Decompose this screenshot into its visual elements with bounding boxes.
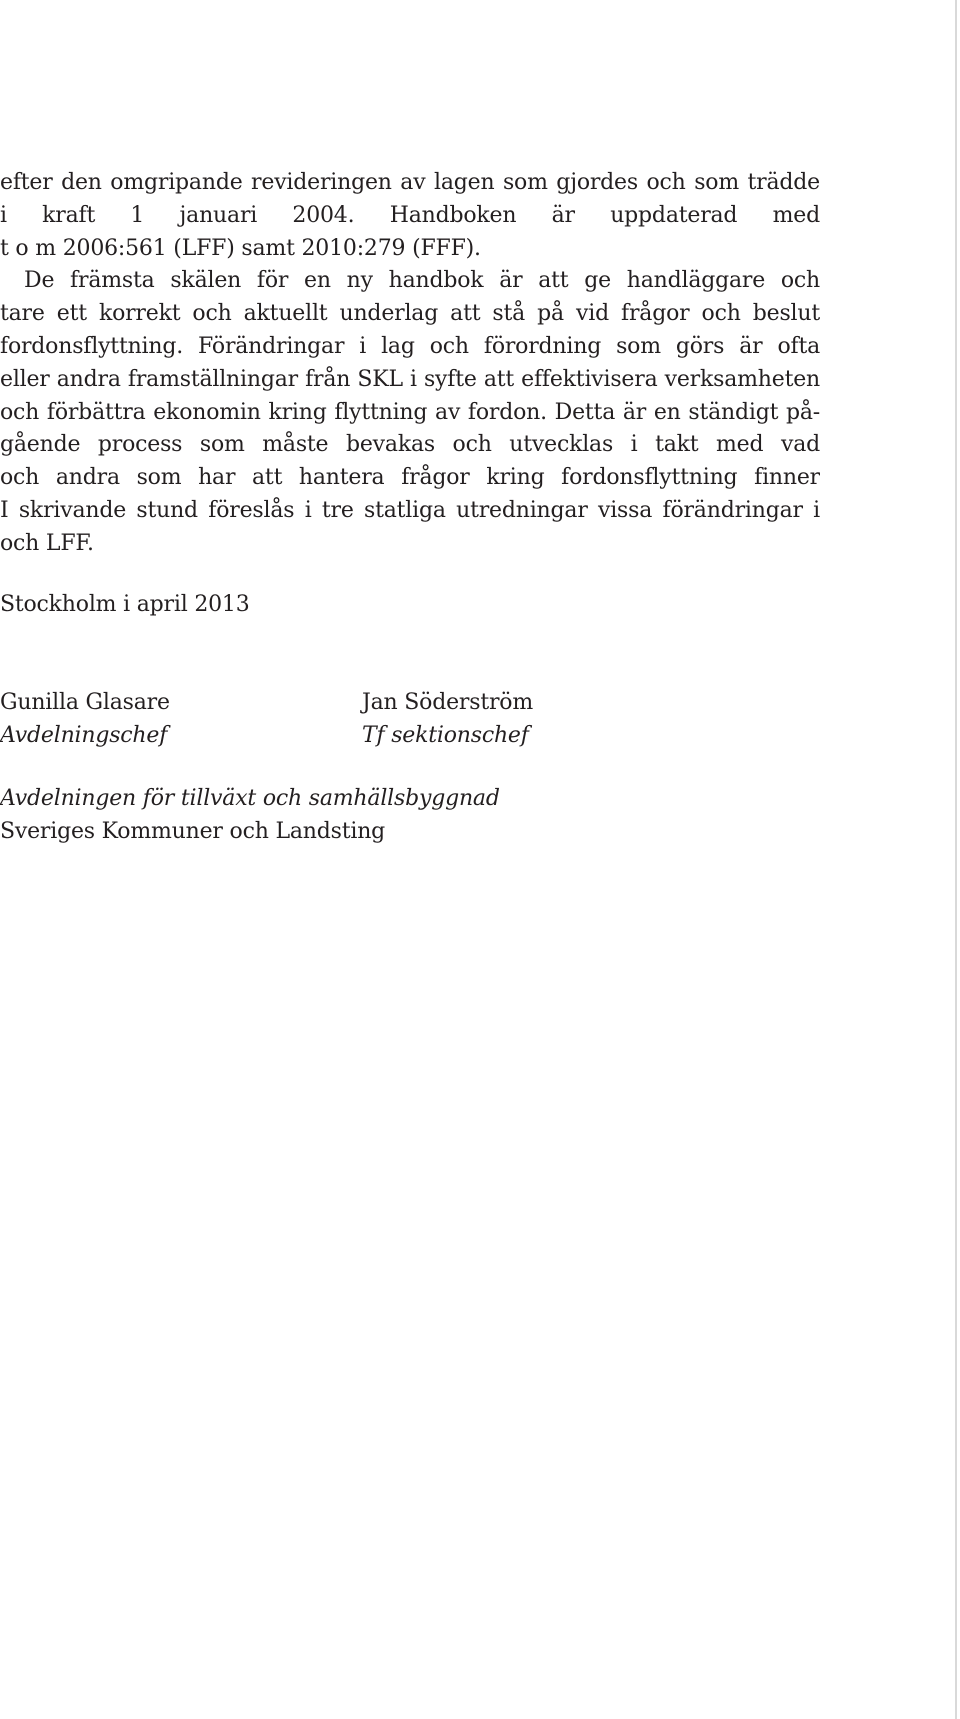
body-line: De främsta skälen för en ny handbok är att ge handläggare och [24,268,820,293]
body-line: I skrivande stund föreslås i tre statliga utredningar vissa förändringar i [0,498,820,523]
body-line: eller andra framställningar från SKL i syfte att effektivisera verksamheten [0,367,820,392]
body-line: efter den omgripande revideringen av lagen som gjordes och som trädde [0,170,820,195]
signatory-title: Avdelningschef [0,723,168,748]
signatory-name: Gunilla Glasare [0,690,170,715]
signatory-title: Tf sektionschef [362,723,529,748]
page-edge-rule [955,0,957,1719]
body-line: fordonsflyttning. Förändringar i lag och förordning som görs är ofta [0,334,820,359]
department-name: Avdelningen för tillväxt och samhällsbyggnad [0,786,500,811]
organization-name: Sveriges Kommuner och Landsting [0,819,386,844]
signatory-name: Jan Söderström [362,690,533,715]
body-line: och förbättra ekonomin kring flyttning av fordon. Detta är en ständigt på- [0,400,820,425]
body-line: gående process som måste bevakas och utvecklas i takt med vad [0,432,820,457]
body-line: tare ett korrekt och aktuellt underlag att stå på vid frågor och beslut [0,301,820,326]
body-line: i kraft 1 januari 2004. Handboken är uppdaterad med [0,203,820,228]
body-line: och andra som har att hantera frågor kring fordonsflyttning finner [0,465,820,490]
body-line: t o m 2006:561 (LFF) samt 2010:279 (FFF). [0,236,481,261]
body-line: och LFF. [0,531,94,556]
place-date: Stockholm i april 2013 [0,592,250,617]
